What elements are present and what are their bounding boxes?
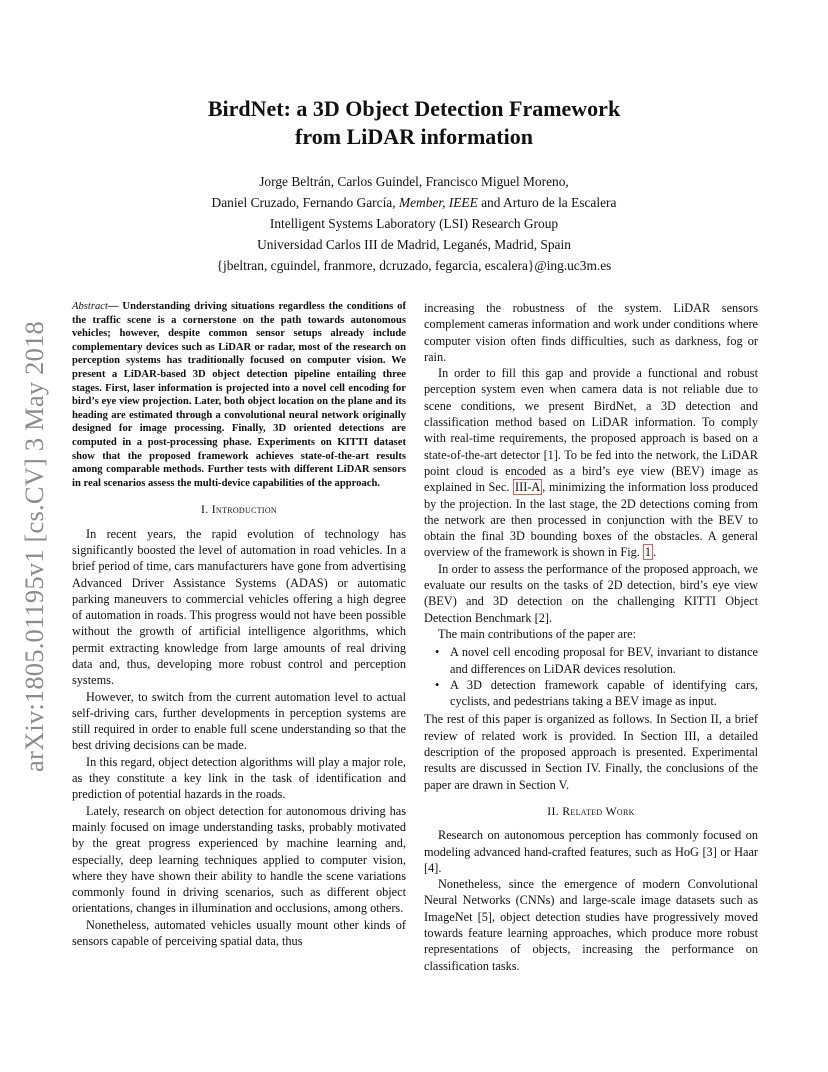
list-item: • A 3D detection framework capable of identifying cars, cyclists, and pedestrians taking a BEV image as input. <box>424 677 758 710</box>
intro-paragraph-contributions: The main contributions of the paper are: <box>438 626 637 641</box>
authors-line-1: Jorge Beltrán, Carlos Guindel, Francisco Miguel Moreno, <box>259 174 569 189</box>
paragraph-text: . <box>653 545 657 560</box>
intro-paragraph-evaluation: In order to assess the performance of the proposed approach, we evaluate our results on the tasks of 2D detection, bird’s eye view (BEV) and 3D detection on the challenging KITTI Object Detection Benchmark [2]. <box>424 561 758 625</box>
intro-paragraph-birdnet <box>424 365 758 561</box>
section-number: I. <box>200 502 212 517</box>
intro-paragraph-3: In this regard, object detection algorithms will play a major role, as they constitute a key link in the task of identification and prediction of potential hazards in the roads. <box>72 754 406 802</box>
section-number: II. <box>547 803 563 818</box>
affiliation-lab: Intelligent Systems Laboratory (LSI) Research Group <box>269 216 559 231</box>
authors-line-2-start: Daniel Cruzado, Fernando García, <box>211 195 399 210</box>
contributions-list <box>424 644 758 709</box>
abstract-lead: Abstract <box>72 301 108 312</box>
intro-paragraph-4: Lately, research on object detection for autonomous driving has mainly focused on image understanding tasks, probably motivated by the great progress experienced by machine learning and, especially, deep learning techniques applied to computer vision, where they have shown their ability to handle the scene variations commonly found in driving scenarios, such as different object orientations, changes in illumination and occlusions, among others. <box>72 803 406 916</box>
intro-paragraph-5: Nonetheless, automated vehicles usually mount other kinds of sensors capable of perceiving spatial data, thus <box>72 917 406 949</box>
section-reference-link[interactable]: III-A <box>515 480 541 495</box>
author-emails: {jbeltran, cguindel, franmore, dcruzado, fegarcia, escalera}@ing.uc3m.es <box>216 258 612 273</box>
intro-paragraph-organization: The rest of this paper is organized as follows. In Section II, a brief review of related work is provided. In Section III, a detailed description of the proposed approach is presented. Experimental results are discussed in Section IV. Finally, the conclusions of the paper are drawn in Section V. <box>424 712 758 792</box>
left-column <box>72 300 406 949</box>
related-paragraph-2: Nonetheless, since the emergence of modern Convolutional Neural Networks (CNNs) and large-scale image datasets such as ImageNet [5], object detection studies have progressively moved towards feature learning approaches, which produce more robust representations of objects, increasing the performance on classification tasks. <box>424 877 758 973</box>
figure-reference-link[interactable]: 1 <box>644 545 652 560</box>
author-block <box>0 171 828 276</box>
list-item: • A novel cell encoding proposal for BEV, invariant to distance and differences on LiDAR devices resolution. <box>424 644 758 677</box>
member-ieee: Member, IEEE <box>398 195 478 210</box>
right-column <box>424 300 758 974</box>
section-heading-related-work <box>424 803 758 819</box>
intro-paragraph-1: In recent years, the rapid evolution of technology has significantly boosted the level of automation in road vehicles. In a brief period of time, cars manufacturers have gone from advertising Advanced Driver Assistance Systems (ADAS) or automatic parking maneuvers to commercial vehicles offering a high degree of automation in roads. This progress would not have been possible without the growth of artificial intelligence algorithms, which permit extracting knowledge from large amounts of real driving data and, thus, developing more robust control and perception systems. <box>72 526 406 688</box>
paragraph-text: , minimizing the information loss produced by the projection. In the last stage, the 2D detections coming from the network are then processed in conjunction with the BEV to obtain the final 3D bounding boxes of the obstacles. A general overview of the framework is shown in Fig. <box>424 480 758 560</box>
arxiv-identifier: arXiv:1805.01195v1 [cs.CV] 3 May 2018 <box>19 321 49 772</box>
abstract <box>72 300 406 490</box>
intro-paragraph-continued: increasing the robustness of the system. LiDAR sensors complement cameras information and work under conditions where computer vision often finds difficulties, such as darkness, fog or rain. <box>424 301 758 364</box>
section-heading-introduction <box>72 501 406 517</box>
section-title: Related Work <box>562 803 635 818</box>
affiliation-university: Universidad Carlos III de Madrid, Leganés, Madrid, Spain <box>257 237 571 252</box>
paper-title-line-1: BirdNet: a 3D Object Detection Framework <box>207 96 621 121</box>
related-paragraph-1: Research on autonomous perception has commonly focused on modeling advanced hand-crafted features, such as HoG [3] or Haar [4]. <box>424 828 758 875</box>
abstract-text: — Understanding driving situations regardless the conditions of the traffic scene is a cornerstone on the path towards autonomous vehicles; however, despite common sensor setups already include complementary devices such as LiDAR or radar, most of the research on perception systems has traditionally focused on computer vision. We present a LiDAR-based 3D object detection pipeline entailing three stages. First, laser information is projected into a novel cell encoding for bird’s eye view projection. Later, both object location on the plane and its heading are estimated through a convolutional neural network originally designed for image processing. Finally, 3D oriented detections are computed in a post-processing phase. Experiments on KITTI dataset show that the proposed framework achieves state-of-the-art results among comparable methods. Further tests with different LiDAR sensors in real scenarios assess the multi-device capabilities of the approach. <box>72 301 406 489</box>
intro-paragraph-2: However, to switch from the current automation level to actual self-driving cars, further developments in perception systems are still required in order to enable full scene understanding so that the best driving decisions can be made. <box>72 689 406 753</box>
section-title: Introduction <box>211 502 278 517</box>
authors-line-2-end: and Arturo de la Escalera <box>477 195 617 210</box>
paper-title-line-2: from LiDAR information <box>295 124 533 149</box>
paragraph-text: In order to fill this gap and provide a functional and robust perception system even when camera data is not reliable due to scene conditions, we present BirdNet, a 3D detection and classification method based on LiDAR information. To comply with real-time requirements, the proposed approach is based on a state-of-the-art detector [1]. To be fed into the network, the LiDAR point cloud is encoded as a bird’s eye view (BEV) image as explained in Sec. <box>424 366 758 495</box>
authors-line-2 <box>0 192 828 213</box>
